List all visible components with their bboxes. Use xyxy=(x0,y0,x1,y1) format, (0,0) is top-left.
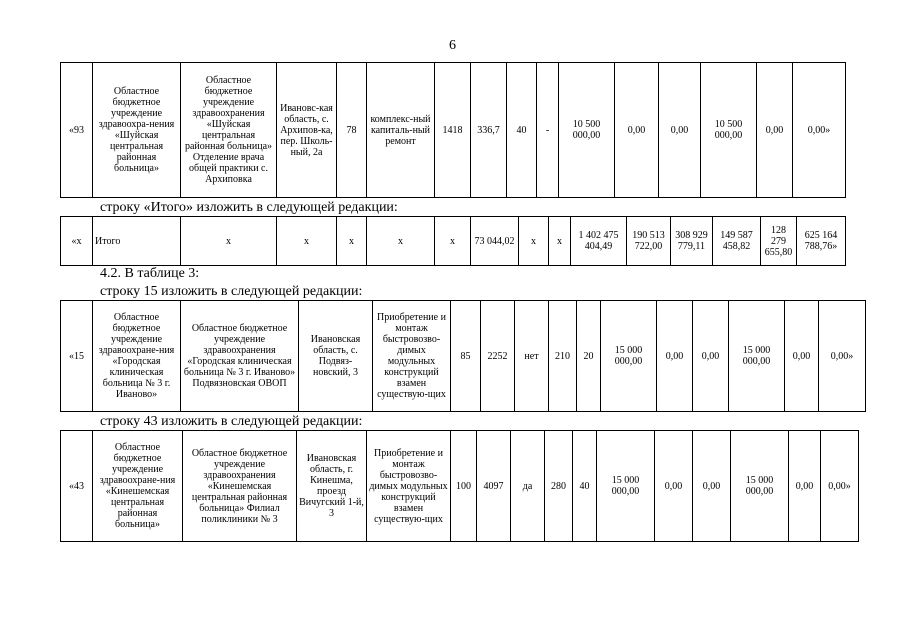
cell-value: х xyxy=(337,217,367,266)
cell-amount: 15 000 000,00 xyxy=(729,301,785,412)
cell-institution: Областное бюджетное учреждение здравоохра-нения «Шуйская центральная районная больница» xyxy=(93,63,181,198)
cell-amount: 308 929 779,11 xyxy=(671,217,713,266)
table-row-itogo xyxy=(60,216,846,266)
table-row xyxy=(61,217,846,266)
cell-amount: 0,00 xyxy=(659,63,701,198)
cell-amount: 0,00» xyxy=(821,431,859,542)
cell-number: «15 xyxy=(61,301,93,412)
cell-value: 73 044,02 xyxy=(471,217,519,266)
cell-value: нет xyxy=(515,301,549,412)
cell-value: 78 xyxy=(337,63,367,198)
cell-value: х xyxy=(181,217,277,266)
cell-value: х xyxy=(367,217,435,266)
cell-facility: Областное бюджетное учреждение здравоохранения «Городская клиническая больница № 3 г. Иваново» Подвязновская ОВОП xyxy=(181,301,299,412)
cell-number: «43 xyxy=(61,431,93,542)
cell-value: да xyxy=(511,431,545,542)
table-row-43 xyxy=(60,430,859,542)
cell-facility: Областное бюджетное учреждение здравоохранения «Кинешемская центральная районная больница» Филиал поликлиники № 3 xyxy=(183,431,297,542)
cell-value: 40 xyxy=(507,63,537,198)
cell-value: - xyxy=(537,63,559,198)
cell-work-type: комплекс-ный капиталь-ный ремонт xyxy=(367,63,435,198)
cell-amount: 0,00 xyxy=(789,431,821,542)
cell-amount: 625 164 788,76» xyxy=(797,217,846,266)
cell-value: 210 xyxy=(549,301,577,412)
cell-number: «х xyxy=(61,217,93,266)
heading-table3: 4.2. В таблице 3: xyxy=(100,266,200,281)
cell-address: Ивановская область, с. Подвяз-новский, 3 xyxy=(299,301,373,412)
cell-amount: 0,00 xyxy=(785,301,819,412)
cell-amount: 149 587 458,82 xyxy=(713,217,761,266)
cell-value: 2252 xyxy=(481,301,515,412)
cell-value: х xyxy=(435,217,471,266)
cell-value: 4097 xyxy=(477,431,511,542)
cell-amount: 190 513 722,00 xyxy=(627,217,671,266)
page-number: 6 xyxy=(449,38,456,53)
cell-institution: Областное бюджетное учреждение здравоохране-ния «Кинешемская центральная районная больница» xyxy=(93,431,183,542)
cell-value: 280 xyxy=(545,431,573,542)
heading-row15: строку 15 изложить в следующей редакции: xyxy=(100,284,363,299)
table-row xyxy=(61,63,846,198)
cell-amount: 0,00 xyxy=(655,431,693,542)
cell-value: 85 xyxy=(451,301,481,412)
cell-amount: 15 000 000,00 xyxy=(601,301,657,412)
cell-facility: Областное бюджетное учреждение здравоохранения «Шуйская центральная районная больница» Отделение врача общей практики с. Архиповка xyxy=(181,63,277,198)
table-row-93 xyxy=(60,62,846,198)
cell-value: 100 xyxy=(451,431,477,542)
cell-institution: Областное бюджетное учреждение здравоохране-ния «Городская клиническая больница № 3 г. Иваново» xyxy=(93,301,181,412)
cell-amount: 15 000 000,00 xyxy=(731,431,789,542)
table-row-15 xyxy=(60,300,866,412)
cell-amount: 10 500 000,00 xyxy=(701,63,757,198)
heading-itogo: строку «Итого» изложить в следующей редакции: xyxy=(100,200,398,215)
cell-value: 336,7 xyxy=(471,63,507,198)
cell-value: х xyxy=(277,217,337,266)
cell-value: 1418 xyxy=(435,63,471,198)
cell-address: Ивановская область, г. Кинешма, проезд Вичугский 1-й, 3 xyxy=(297,431,367,542)
cell-total-label: Итого xyxy=(93,217,181,266)
cell-amount: 0,00 xyxy=(757,63,793,198)
cell-amount: 0,00 xyxy=(693,431,731,542)
heading-row43: строку 43 изложить в следующей редакции: xyxy=(100,414,363,429)
cell-amount: 15 000 000,00 xyxy=(597,431,655,542)
cell-amount: 0,00» xyxy=(793,63,846,198)
cell-address: Ивановс-кая область, с. Архипов-ка, пер. Школь-ный, 2а xyxy=(277,63,337,198)
cell-amount: 10 500 000,00 xyxy=(559,63,615,198)
cell-value: 20 xyxy=(577,301,601,412)
cell-value: 40 xyxy=(573,431,597,542)
cell-amount: 0,00 xyxy=(657,301,693,412)
table-row xyxy=(61,431,859,542)
cell-amount: 128 279 655,80 xyxy=(761,217,797,266)
cell-amount: 0,00 xyxy=(693,301,729,412)
cell-value: х xyxy=(519,217,549,266)
cell-amount: 1 402 475 404,49 xyxy=(571,217,627,266)
cell-value: х xyxy=(549,217,571,266)
cell-amount: 0,00» xyxy=(819,301,866,412)
table-row xyxy=(61,301,866,412)
cell-amount: 0,00 xyxy=(615,63,659,198)
cell-work-type: Приобретение и монтаж быстровозво-димых модульных конструкций взамен существую-щих xyxy=(367,431,451,542)
cell-work-type: Приобретение и монтаж быстровозво-димых модульных конструкций взамен существую-щих xyxy=(373,301,451,412)
cell-number: «93 xyxy=(61,63,93,198)
